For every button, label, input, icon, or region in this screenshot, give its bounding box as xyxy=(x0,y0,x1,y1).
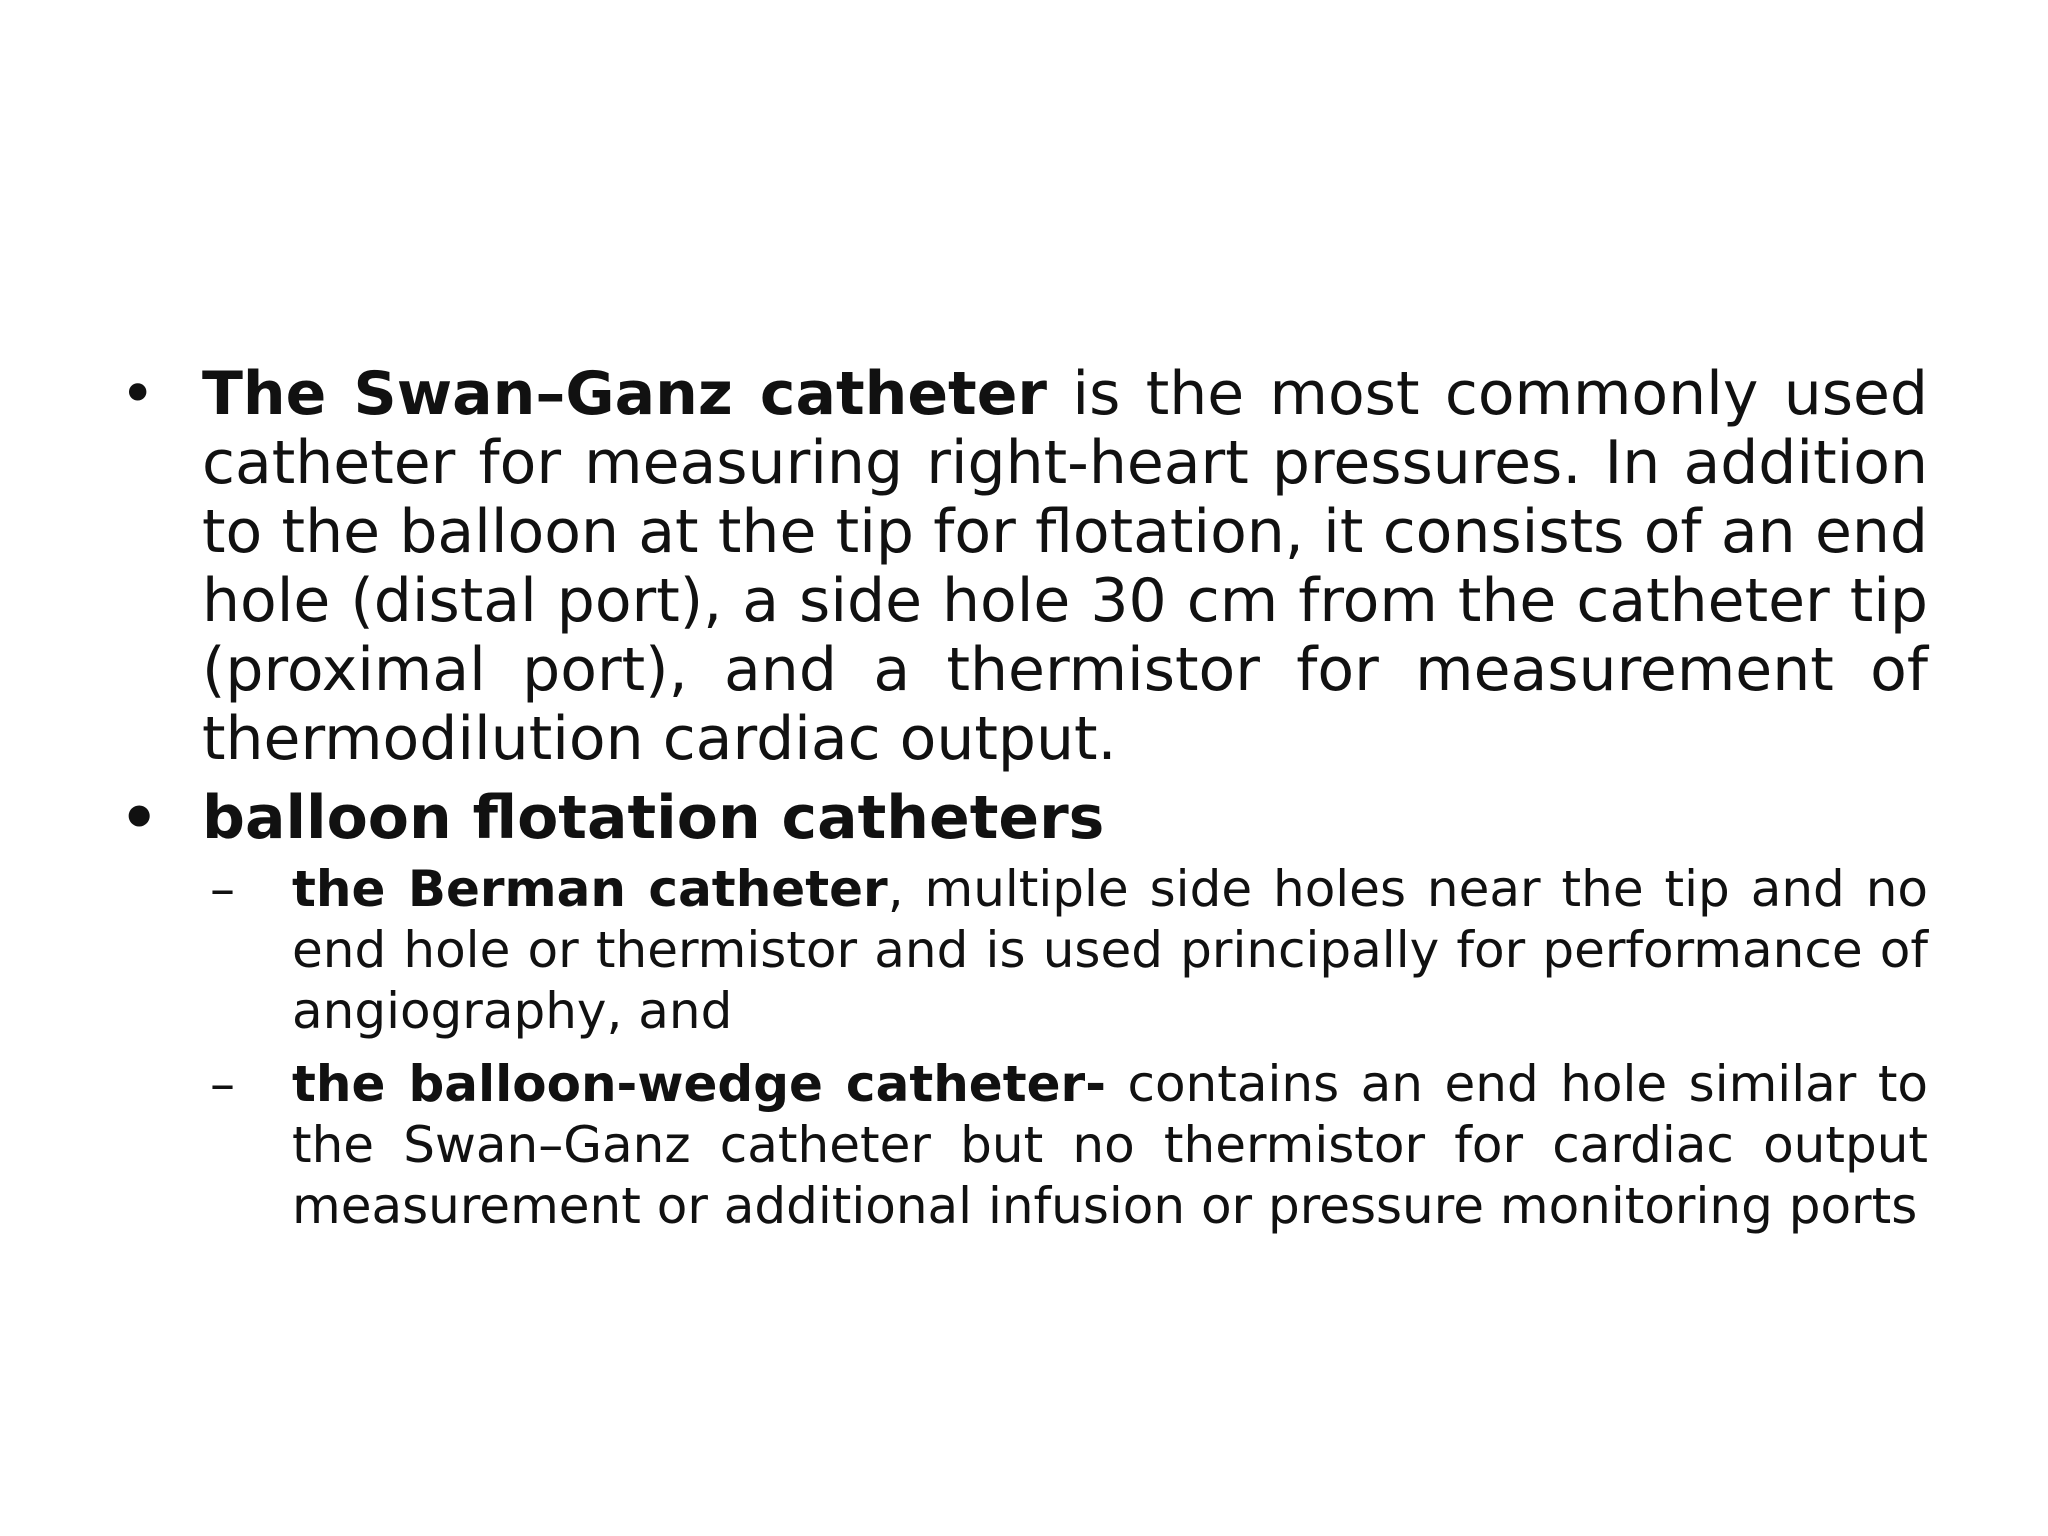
subitem-bold-lead: the balloon-wedge catheter- xyxy=(292,1055,1106,1113)
subitem-text: , multiple side holes near the tip and no end hole or thermistor and is used principally for performance of angiography, and xyxy=(292,860,1928,1040)
bullet-bold-lead: The Swan–Ganz catheter xyxy=(202,359,1048,429)
bullet-balloon-flotation xyxy=(120,784,1928,853)
bullet-marker: • xyxy=(120,783,159,853)
subitem-berman xyxy=(210,859,1928,1042)
bullet-text: is the most commonly used catheter for measuring right-heart pressures. In addition to the balloon at the tip for flotation, it consists of an end hole (distal port), a side hole 30 cm from the catheter tip (proximal port), and a thermistor for measurement of thermodilution cardiac output. xyxy=(202,359,1928,774)
bullet-list xyxy=(120,360,1928,1237)
subitem-bold-lead: the Berman catheter xyxy=(292,860,888,918)
subitem-marker: – xyxy=(210,860,235,918)
subitem-text: contains an end hole similar to the Swan–Ganz catheter but no thermistor for cardiac output measurement or additional infusion or pressure monitoring ports xyxy=(292,1055,1929,1235)
bullet-marker: • xyxy=(120,359,156,429)
subitem-balloon-wedge xyxy=(210,1054,1929,1237)
subitem-marker: – xyxy=(210,1055,235,1113)
bullet-swan-ganz xyxy=(120,360,1928,774)
bullet-heading: balloon flotation catheters xyxy=(202,783,1105,853)
